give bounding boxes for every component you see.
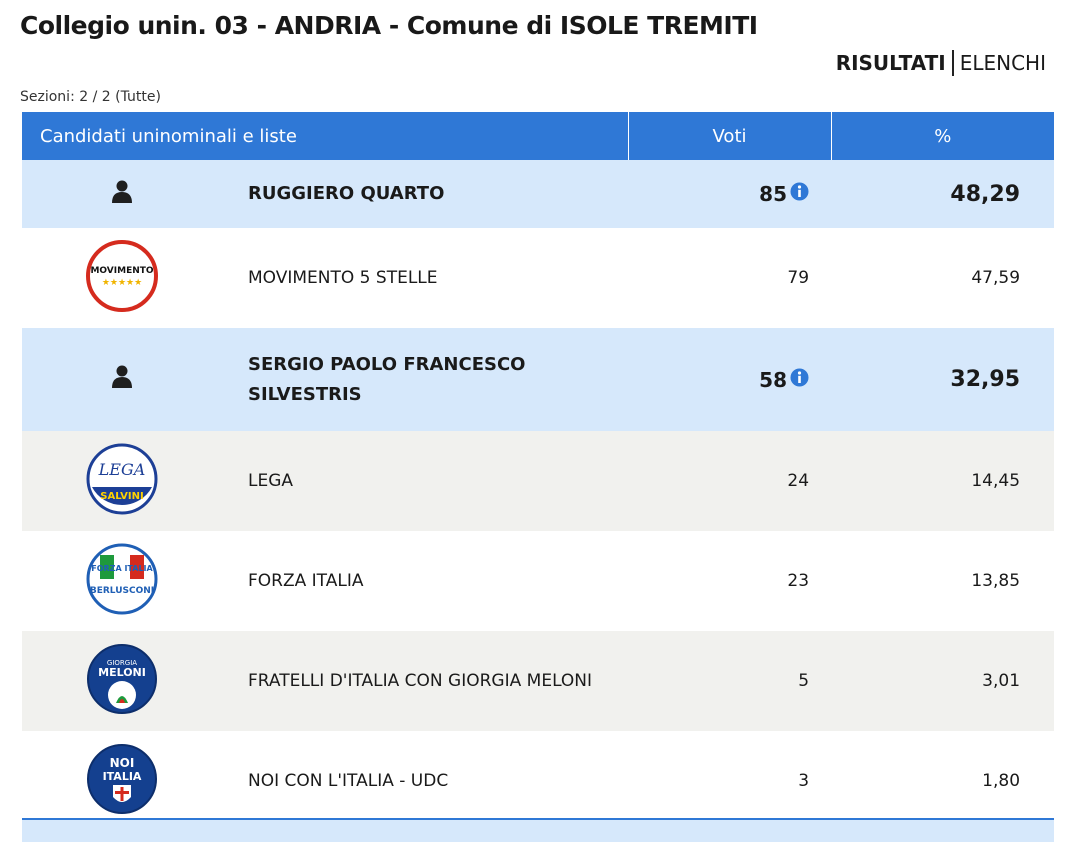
candidate-name: RUGGIERO QUARTO: [222, 160, 628, 228]
person-icon: [111, 365, 133, 394]
column-header-votes: Voti: [628, 112, 831, 160]
table-header: [22, 112, 1054, 160]
logo-subtext: MELONI: [98, 665, 146, 679]
list-pct: 47,59: [831, 228, 1054, 328]
list-votes: 3: [628, 731, 831, 831]
logo-text: MOVIMENTO: [90, 265, 154, 276]
list-votes: 79: [628, 228, 831, 328]
view-switcher: [836, 50, 1046, 76]
candidate-votes-cell: [628, 328, 831, 431]
info-icon[interactable]: [790, 182, 809, 206]
candidate-votes-cell: [628, 160, 831, 228]
page-title: Collegio unin. 03 - ANDRIA - Comune di ISOLE TREMITI: [20, 11, 758, 40]
row-icon-cell: [22, 228, 222, 328]
lega-logo: [86, 443, 158, 520]
column-header-pct: %: [831, 112, 1054, 160]
results-table: [22, 112, 1054, 831]
row-icon-cell: [22, 431, 222, 531]
fratelli-italia-logo: [86, 643, 158, 720]
list-votes: 5: [628, 631, 831, 731]
list-votes: 23: [628, 531, 831, 631]
list-name: FORZA ITALIA: [222, 531, 628, 631]
row-icon-cell: [22, 631, 222, 731]
info-icon[interactable]: [790, 368, 809, 392]
logo-text: FORZA ITALIA: [91, 563, 153, 573]
forza-italia-logo: [86, 543, 158, 620]
logo-text: GIORGIA: [106, 658, 138, 667]
table-row: [22, 531, 1054, 631]
candidate-pct: 48,29: [831, 160, 1054, 228]
list-pct: 3,01: [831, 631, 1054, 731]
svg-text:★★★★★: ★★★★★: [101, 277, 143, 288]
row-icon-cell: [22, 731, 222, 831]
list-name: NOI CON L'ITALIA - UDC: [222, 731, 628, 831]
list-pct: 13,85: [831, 531, 1054, 631]
logo-text: LEGA: [98, 459, 146, 479]
list-votes: 24: [628, 431, 831, 531]
column-header-name: Candidati uninominali e liste: [22, 112, 628, 160]
row-icon-cell: [22, 531, 222, 631]
tab-elenchi[interactable]: ELENCHI: [959, 51, 1046, 75]
movimento-5-stelle-logo: [86, 240, 158, 317]
row-icon-cell: [22, 160, 222, 228]
list-name: MOVIMENTO 5 STELLE: [222, 228, 628, 328]
table-row: [22, 328, 1054, 431]
candidate-name: SERGIO PAOLO FRANCESCO SILVESTRIS: [222, 328, 628, 431]
sections-count: Sezioni: 2 / 2 (Tutte): [20, 89, 161, 105]
table-row: [22, 228, 1054, 328]
table-row: [22, 160, 1054, 228]
list-name: FRATELLI D'ITALIA CON GIORGIA MELONI: [222, 631, 628, 731]
logo-subtext: SALVINI: [100, 490, 144, 502]
next-row-partial: [22, 818, 1054, 842]
table-row: [22, 731, 1054, 831]
list-name: LEGA: [222, 431, 628, 531]
logo-text: NOI: [109, 755, 135, 770]
logo-subtext: ITALIA: [102, 769, 142, 783]
row-icon-cell: [22, 328, 222, 431]
person-icon: [111, 180, 133, 209]
list-pct: 14,45: [831, 431, 1054, 531]
candidate-votes: 85: [759, 182, 788, 206]
tab-risultati[interactable]: RISULTATI: [836, 50, 954, 76]
candidate-pct: 32,95: [831, 328, 1054, 431]
table-row: [22, 631, 1054, 731]
list-pct: 1,80: [831, 731, 1054, 831]
table-row: [22, 431, 1054, 531]
candidate-votes: 58: [759, 367, 788, 392]
noi-con-italia-logo: [86, 743, 158, 820]
logo-subtext: BERLUSCONI: [89, 585, 155, 596]
